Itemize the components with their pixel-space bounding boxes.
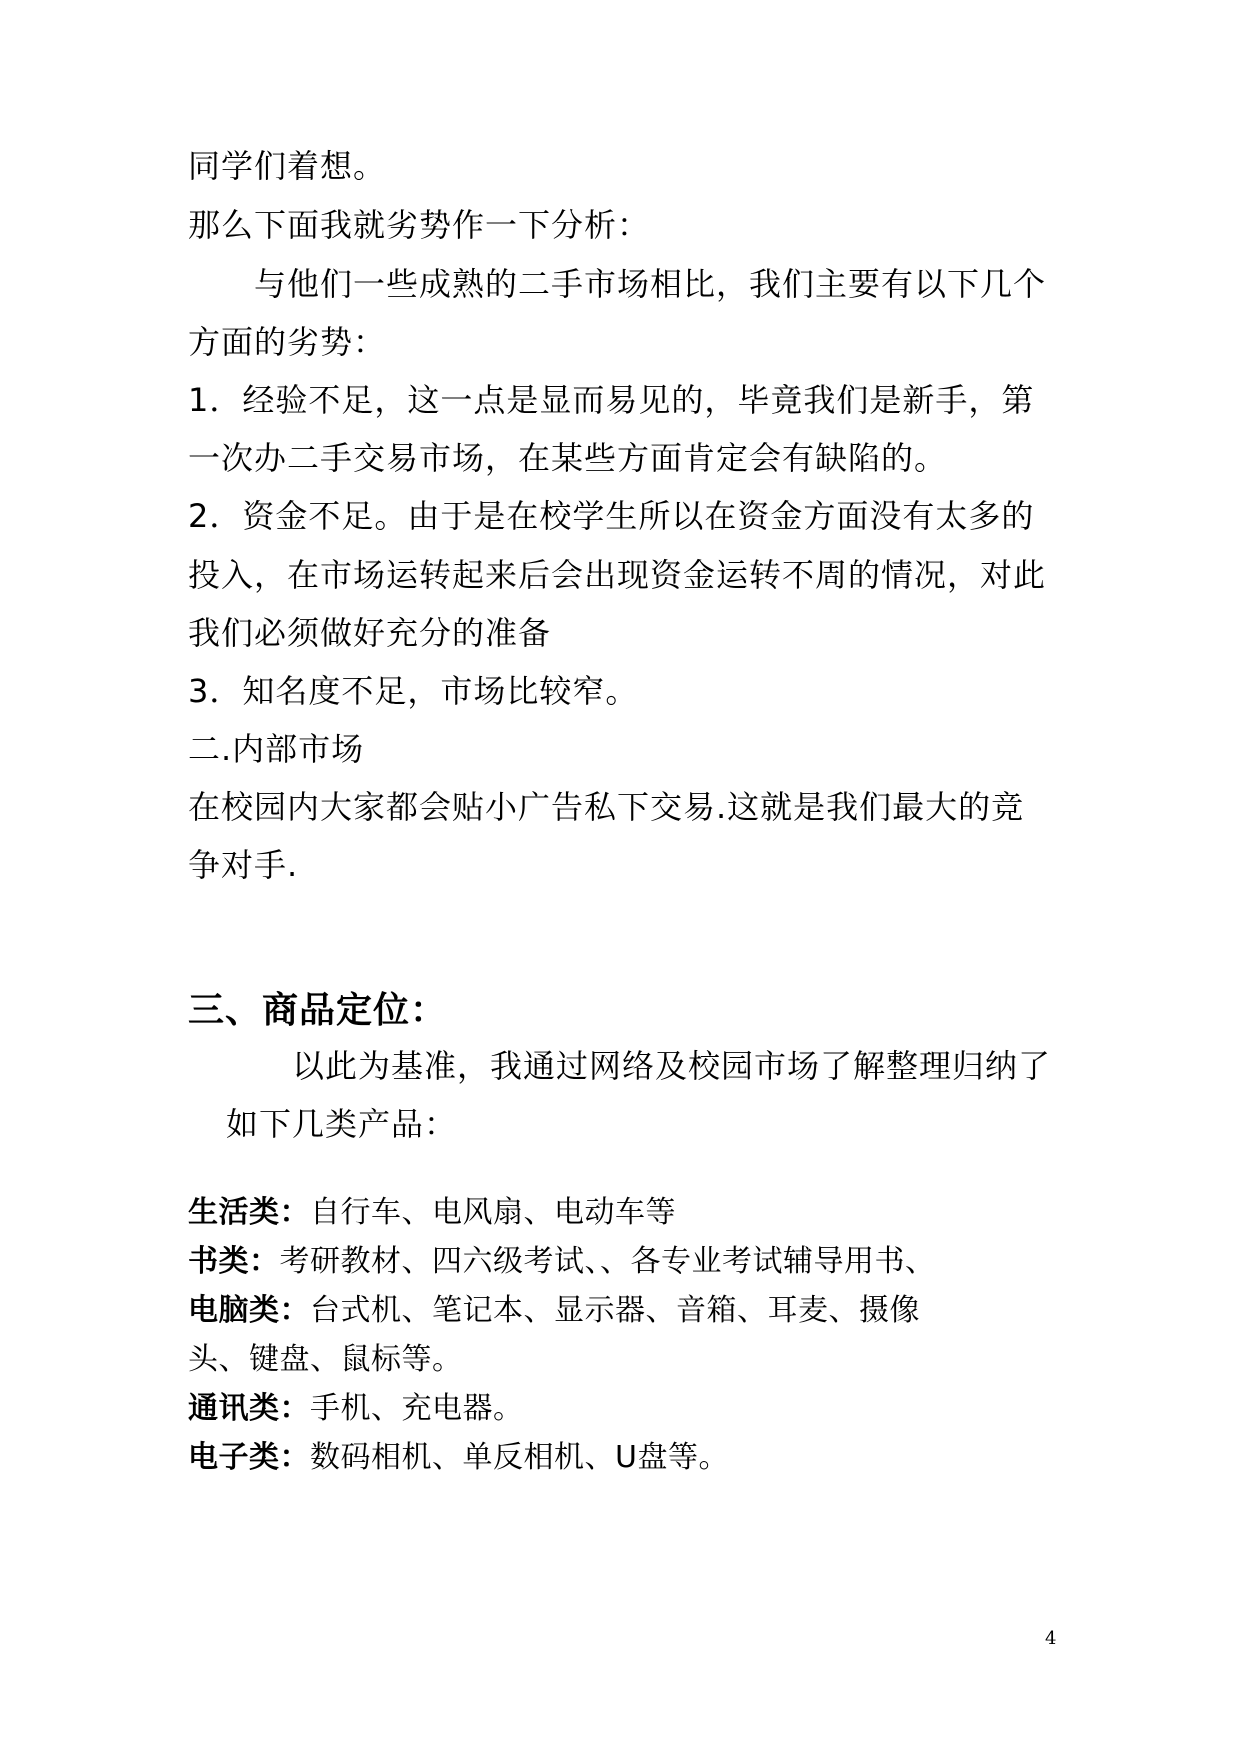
page-number: 4 xyxy=(1045,1628,1057,1649)
category-text: 自行车、电风扇、电动车等 xyxy=(310,1195,676,1230)
subheading-internal-market: 二.内部市场 xyxy=(188,730,365,768)
body-line: 方面的劣势： xyxy=(188,323,387,361)
body-line: 那么下面我就劣势作一下分析： xyxy=(188,206,651,244)
category-computer-cont xyxy=(188,1341,463,1379)
list-item-3: 3．知名度不足，市场比较窄。 xyxy=(188,672,639,710)
category-label: 电子类： xyxy=(188,1440,310,1475)
category-life xyxy=(188,1194,676,1232)
category-label: 生活类： xyxy=(188,1195,310,1230)
section-intro: 以此为基准，我通过网络及校园市场了解整理归纳了 xyxy=(292,1047,1052,1085)
body-line: 同学们着想。 xyxy=(188,147,387,185)
category-text: 数码相机、单反相机、U盘等。 xyxy=(310,1440,729,1475)
body-line: 在校园内大家都会贴小广告私下交易.这就是我们最大的竞 xyxy=(188,788,1025,826)
section-intro: 如下几类产品： xyxy=(226,1105,458,1143)
body-line: 一次办二手交易市场，在某些方面肯定会有缺陷的。 xyxy=(188,439,948,477)
category-label: 书类： xyxy=(188,1244,280,1279)
body-line: 我们必须做好充分的准备 xyxy=(188,614,552,652)
category-text: 头、键盘、鼠标等。 xyxy=(188,1342,463,1377)
category-text: 手机、充电器。 xyxy=(310,1391,524,1426)
category-books xyxy=(188,1243,936,1281)
category-electronics xyxy=(188,1439,729,1477)
category-text: 台式机、笔记本、显示器、音箱、耳麦、摄像 xyxy=(310,1293,920,1328)
body-line: 争对手. xyxy=(188,846,299,884)
body-line: 与他们一些成熟的二手市场相比，我们主要有以下几个 xyxy=(254,265,1047,303)
section-heading: 三、商品定位： xyxy=(188,990,448,1031)
category-computer xyxy=(188,1292,920,1330)
category-label: 电脑类： xyxy=(188,1293,310,1328)
list-item-2: 2．资金不足。由于是在校学生所以在资金方面没有太多的 xyxy=(188,497,1035,535)
category-label: 通讯类： xyxy=(188,1391,310,1426)
body-line: 投入，在市场运转起来后会出现资金运转不周的情况，对此 xyxy=(188,556,1047,594)
category-text: 考研教材、四六级考试、、各专业考试辅导用书、 xyxy=(279,1244,936,1279)
category-telecom xyxy=(188,1390,524,1428)
list-item-1: 1．经验不足，这一点是显而易见的，毕竟我们是新手，第 xyxy=(188,381,1035,419)
